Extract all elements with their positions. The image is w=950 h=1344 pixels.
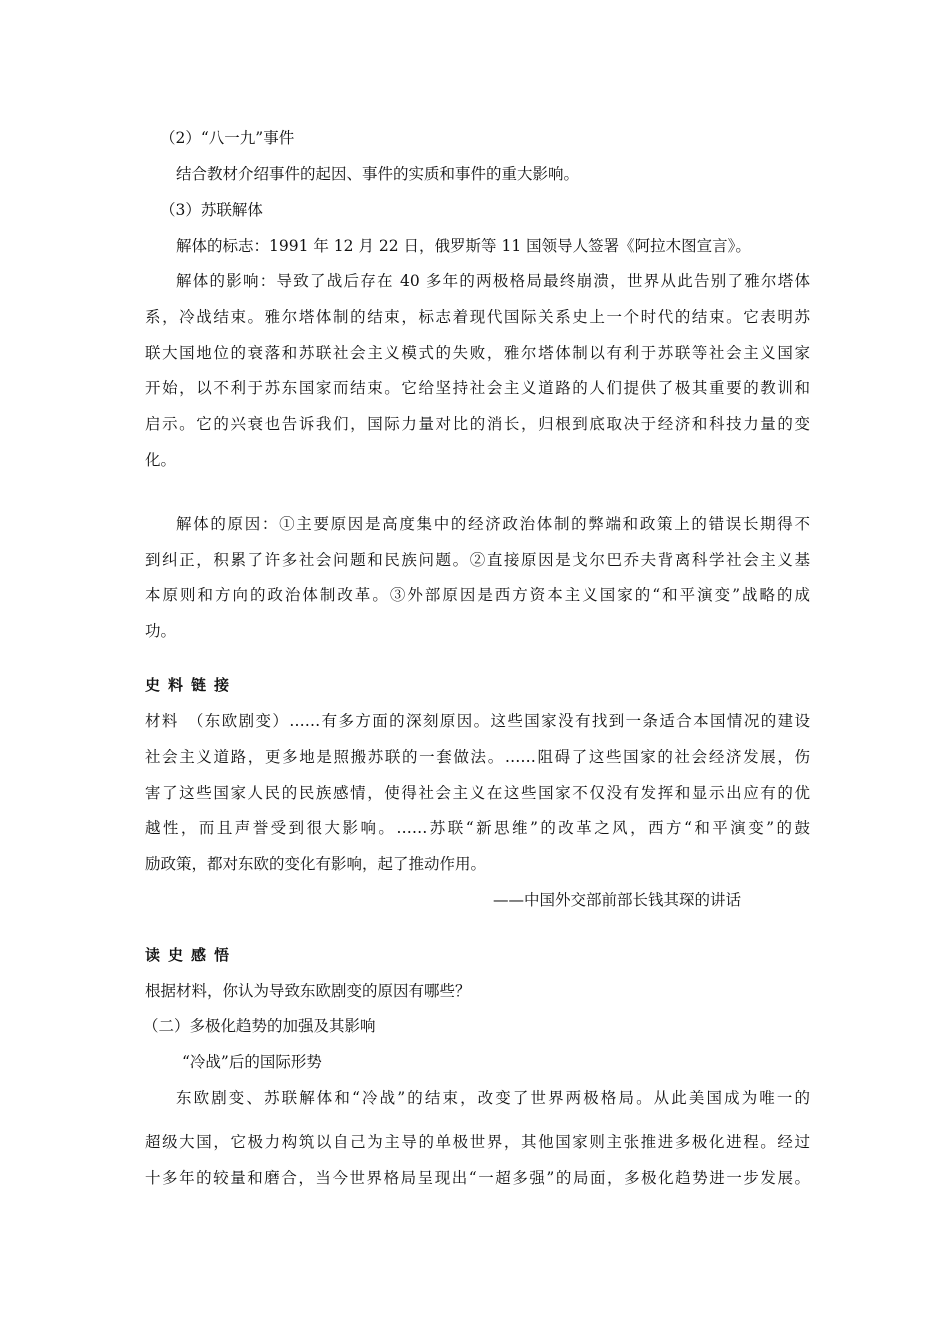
section-3-heading: （3）苏联解体 — [160, 201, 263, 219]
influence-line: 联大国地位的衰落和苏联社会主义模式的失败，雅尔塔体制以有利于苏联等社会主义国家 — [145, 344, 810, 362]
part-2-heading: （二）多极化趋势的加强及其影响 — [143, 1017, 376, 1035]
source-link-title: 史料链接 — [145, 676, 238, 694]
source-line: 越性，而且声誉受到很大影响。……苏联“新思维”的改革之风，西方“和平演变”的鼓 — [145, 819, 810, 837]
influence-line: 启示。它的兴衰也告诉我们，国际力量对比的消长，归根到底取决于经济和科技力量的变 — [145, 415, 810, 433]
influence-line: 开始，以不利于苏东国家而结束。它给坚持社会主义道路的人们提供了极其重要的教训和 — [145, 379, 810, 397]
cause-line: 解体的原因：①主要原因是高度集中的经济政治体制的弊端和政策上的错误长期得不 — [176, 515, 810, 533]
cause-line: 功。 — [145, 622, 177, 640]
source-line: 材料 （东欧剧变）……有多方面的深刻原因。这些国家没有找到一条适合本国情况的建设 — [145, 712, 810, 730]
part-2-line: 超级大国，它极力构筑以自己为主导的单极世界，其他国家则主张推进多极化进程。经过 — [145, 1133, 810, 1151]
section-2-heading: （2）“八一九”事件 — [160, 129, 295, 147]
part-2-line: 十多年的较量和磨合，当今世界格局呈现出“一超多强”的局面，多极化趋势进一步发展。 — [145, 1169, 810, 1187]
part-2-line: 东欧剧变、苏联解体和“冷战”的结束，改变了世界两极格局。从此美国成为唯一的 — [176, 1089, 810, 1107]
influence-line: 解体的影响：导致了战后存在 40 多年的两极格局最终崩溃，世界从此告别了雅尔塔体 — [176, 272, 810, 290]
influence-line: 化。 — [145, 451, 177, 469]
cause-line: 到纠正，积累了许多社会问题和民族问题。②直接原因是戈尔巴乔夫背离科学社会主义基 — [145, 551, 810, 569]
reflection-question: 根据材料，你认为导致东欧剧变的原因有哪些？ — [145, 982, 471, 1000]
source-line: 社会主义道路，更多地是照搬苏联的一套做法。……阻碍了这些国家的社会经济发展，伤 — [145, 748, 810, 766]
source-line: 害了这些国家人民的民族感情，使得社会主义在这些国家不仅没有发挥和显示出应有的优 — [145, 784, 810, 802]
influence-line: 系，冷战结束。雅尔塔体制的结束，标志着现代国际关系史上一个时代的结束。它表明苏 — [145, 308, 810, 326]
source-line: 励政策，都对东欧的变化有影响，起了推动作用。 — [145, 855, 487, 873]
dissolution-mark: 解体的标志：1991 年 12 月 22 日，俄罗斯等 11 国领导人签署《阿拉木图宣言》。 — [176, 237, 751, 255]
reflection-title: 读史感悟 — [145, 946, 238, 964]
part-2-subheading: “冷战”后的国际形势 — [182, 1053, 322, 1071]
cause-line: 本原则和方向的政治体制改革。③外部原因是西方资本主义国家的“和平演变”战略的成 — [145, 586, 810, 604]
section-2-text: 结合教材介绍事件的起因、事件的实质和事件的重大影响。 — [176, 165, 580, 183]
source-attribution: ——中国外交部前部长钱其琛的讲话 — [493, 891, 742, 909]
